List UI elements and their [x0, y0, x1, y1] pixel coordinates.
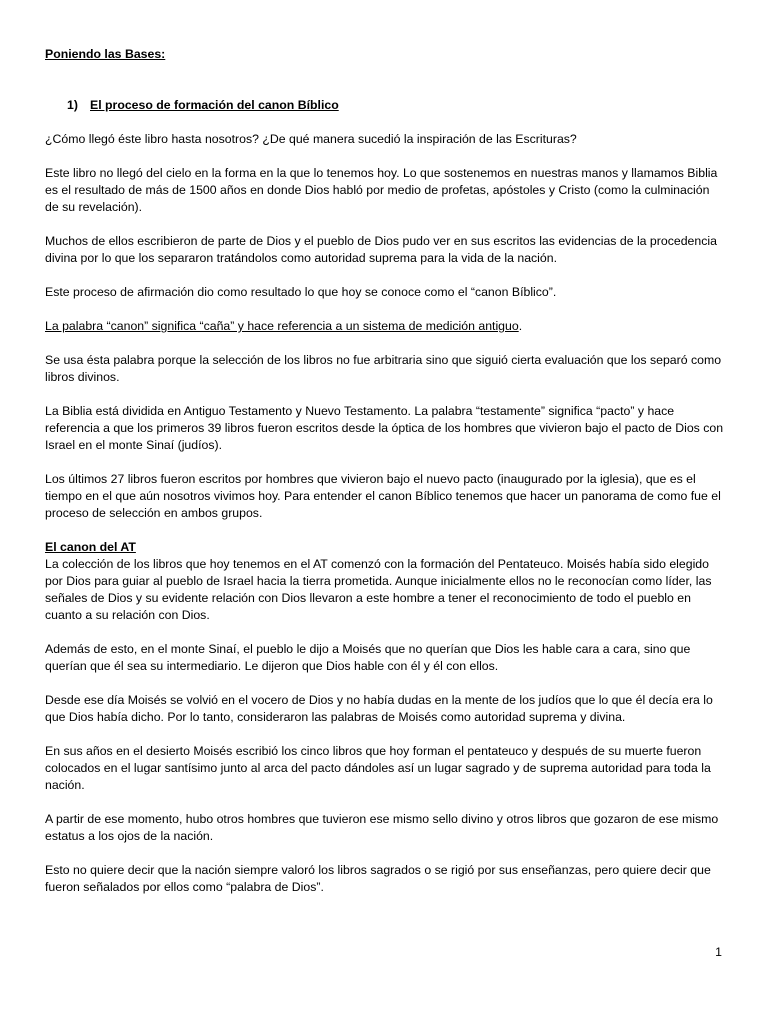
canon-meaning-period: . [518, 319, 523, 333]
page-number: 1 [715, 945, 722, 959]
section-heading-text: El proceso de formación del canon Bíblico [90, 98, 339, 112]
paragraph-other-men: A partir de ese momento, hubo otros hombres que tuvieron ese mismo sello divino y otros libros que gozaron de ese mismo estatus a los ojos de la nación. [45, 812, 719, 843]
paragraph-word-of-god: Esto no quiere decir que la nación siempre valoró los libros sagrados o se rigió por sus enseñanzas, pero quiere decir que fueron señalados por ellos como “palabra de Dios”. [45, 863, 711, 894]
paragraph-canon-meaning [45, 318, 725, 335]
document-title: Poniendo las Bases: [45, 47, 166, 61]
paragraph-authors: Muchos de ellos escribieron de parte de Dios y el pueblo de Dios pudo ver en sus escritos las evidencias de la procedencia divina por lo que los separaron tratándolos como autoridad suprema para la vida de la nación. [45, 234, 717, 265]
paragraph-origin: Este libro no llegó del cielo en la forma en la que lo tenemos hoy. Lo que sostenemos en nuestras manos y llamamos Biblia es el resultado de más de 1500 años en donde Dios habló por medio de profetas, apóstoles y Cristo (como la culminación de su revelación). [45, 166, 718, 214]
paragraph-desert: En sus años en el desierto Moisés escribió los cinco libros que hoy forman el pentateuco y después de su muerte fueron colocados en el lugar santísimo junto al arca del pacto dándoles así un lugar sagrado y de suprema autoridad para toda la nación. [45, 744, 711, 792]
paragraph-pentateuch: La colección de los libros que hoy tenemos en el AT comenzó con la formación del Pentateuco. Moisés había sido elegido por Dios para guiar al pueblo de Israel hacia la tierra prometida. Aunque inicialmente ellos no le reconocían como líder, las señales de Dios y su evidente relación con Dios llevaron a este hombre a tener el reconocimiento de todo el pueblo en cuanto a su relación con Dios. [45, 557, 712, 622]
paragraph-selection: Se usa ésta palabra porque la selección de los libros no fue arbitraria sino que siguió cierta evaluación que los separó como libros divinos. [45, 353, 722, 384]
paragraph-question: ¿Cómo llegó éste libro hasta nosotros? ¿De qué manera sucedió la inspiración de las Escrituras? [45, 132, 577, 146]
canon-meaning-text: La palabra “canon” significa “caña” y hace referencia a un sistema de medición antiguo [45, 319, 519, 333]
paragraph-spokesman: Desde ese día Moisés se volvió en el vocero de Dios y no había dudas en la mente de los judíos que lo que él decía era lo que Dios había dicho. Por lo tanto, consideraron las palabras de Moisés como autoridad suprema y divina. [45, 693, 713, 724]
section-2-heading: El canon del AT [45, 540, 136, 554]
paragraph-sinai: Además de esto, en el monte Sinaí, el pueblo le dijo a Moisés que no querían que Dios les hable cara a cara, sino que querían que él sea su intermediario. Le dijeron que Dios hable con él y él con ellos. [45, 642, 691, 673]
document-page [45, 46, 725, 913]
section-number: 1) [67, 98, 78, 112]
paragraph-new-covenant: Los últimos 27 libros fueron escritos por hombres que vivieron bajo el nuevo pacto (inaugurado por la iglesia), que es el tiempo en el que aún nosotros vivimos hoy. Para entender el canon Bíblico tenemos que hacer un panorama de como fue el proceso de selección en ambos grupos. [45, 472, 721, 520]
paragraph-testaments: La Biblia está dividida en Antiguo Testamento y Nuevo Testamento. La palabra “testamente” significa “pacto” y hace referencia a que los primeros 39 libros fueron escritos desde la óptica de los hombres que vivieron bajo el pacto de Dios con Israel en el monte Sinaí (judíos). [45, 404, 724, 452]
paragraph-process: Este proceso de afirmación dio como resultado lo que hoy se conoce como el “canon Bíblico”. [45, 285, 557, 299]
section-1-heading [67, 97, 725, 114]
